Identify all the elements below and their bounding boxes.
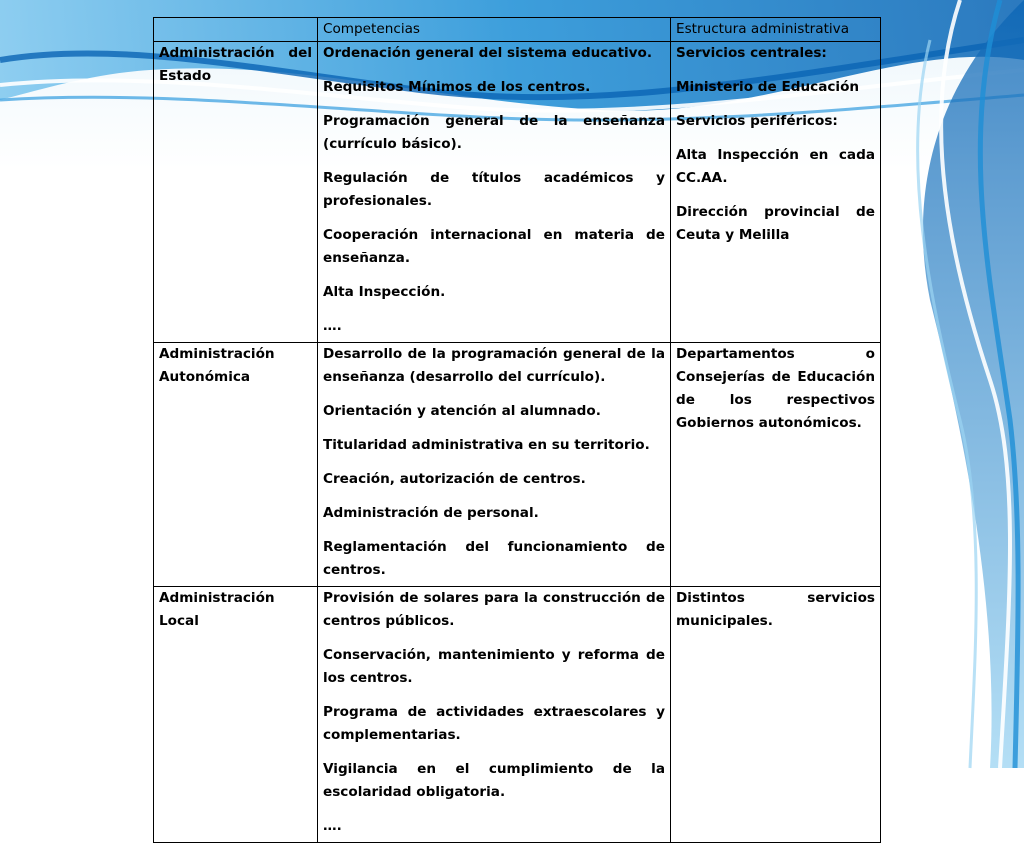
header-cell-competencias: Competencias bbox=[318, 18, 671, 42]
row-label-text: Administración Local bbox=[159, 590, 275, 629]
estructura-cell bbox=[671, 343, 881, 587]
competencias-table bbox=[153, 17, 881, 843]
row-label-text: Administración Autonómica bbox=[159, 346, 275, 385]
table-row bbox=[154, 42, 881, 343]
cell-paragraph: Alta Inspección en cada CC.AA. bbox=[676, 147, 875, 186]
competencias-cell bbox=[318, 343, 671, 587]
cell-paragraph: Reglamentación del funcionamiento de centros. bbox=[323, 539, 665, 578]
cell-paragraph: Titularidad administrativa en su territorio. bbox=[323, 437, 650, 453]
cell-paragraph: Servicios centrales: bbox=[676, 45, 827, 61]
competencias-cell bbox=[318, 42, 671, 343]
cell-paragraph: Servicios periféricos: bbox=[676, 113, 838, 129]
cell-paragraph: Dirección provincial de Ceuta y Melilla bbox=[676, 204, 875, 243]
cell-paragraph: Requisitos Mínimos de los centros. bbox=[323, 79, 591, 95]
cell-paragraph: Departamentos o Consejerías de Educación de los respectivos Gobiernos autonómicos. bbox=[676, 346, 875, 431]
cell-paragraph: Programación general de la enseñanza (currículo básico). bbox=[323, 113, 665, 152]
table-header-row bbox=[154, 18, 881, 42]
estructura-cell bbox=[671, 587, 881, 843]
cell-paragraph: Alta Inspección. bbox=[323, 284, 446, 300]
wave-band-right bbox=[923, 0, 1024, 768]
row-label-text: Administración del Estado bbox=[159, 45, 312, 84]
table-row bbox=[154, 587, 881, 843]
row-label-local bbox=[154, 587, 318, 843]
cell-paragraph: Administración de personal. bbox=[323, 505, 539, 521]
row-label-autonomica bbox=[154, 343, 318, 587]
row-label-estado bbox=[154, 42, 318, 343]
cell-paragraph: Orientación y atención al alumnado. bbox=[323, 403, 601, 419]
cell-paragraph: Programa de actividades extraescolares y complementarias. bbox=[323, 704, 665, 743]
cell-paragraph: Cooperación internacional en materia de enseñanza. bbox=[323, 227, 665, 266]
estructura-cell bbox=[671, 42, 881, 343]
cell-paragraph: Ministerio de Educación bbox=[676, 79, 860, 95]
cell-paragraph: Regulación de títulos académicos y profesionales. bbox=[323, 170, 665, 209]
cell-paragraph: Conservación, mantenimiento y reforma de los centros. bbox=[323, 647, 665, 686]
cell-paragraph: Provisión de solares para la construcción de centros públicos. bbox=[323, 590, 665, 629]
header-cell-estructura: Estructura administrativa bbox=[671, 18, 881, 42]
competencias-cell bbox=[318, 587, 671, 843]
cell-paragraph: Desarrollo de la programación general de la enseñanza (desarrollo del currículo). bbox=[323, 346, 665, 385]
cell-paragraph: …. bbox=[323, 318, 342, 334]
cell-paragraph: Ordenación general del sistema educativo. bbox=[323, 45, 652, 61]
header-cell-empty bbox=[154, 18, 318, 42]
cell-paragraph: Distintos servicios municipales. bbox=[676, 590, 875, 629]
cell-paragraph: Vigilancia en el cumplimiento de la escolaridad obligatoria. bbox=[323, 761, 665, 800]
cell-paragraph: Creación, autorización de centros. bbox=[323, 471, 586, 487]
table-row bbox=[154, 343, 881, 587]
cell-paragraph: …. bbox=[323, 818, 342, 834]
